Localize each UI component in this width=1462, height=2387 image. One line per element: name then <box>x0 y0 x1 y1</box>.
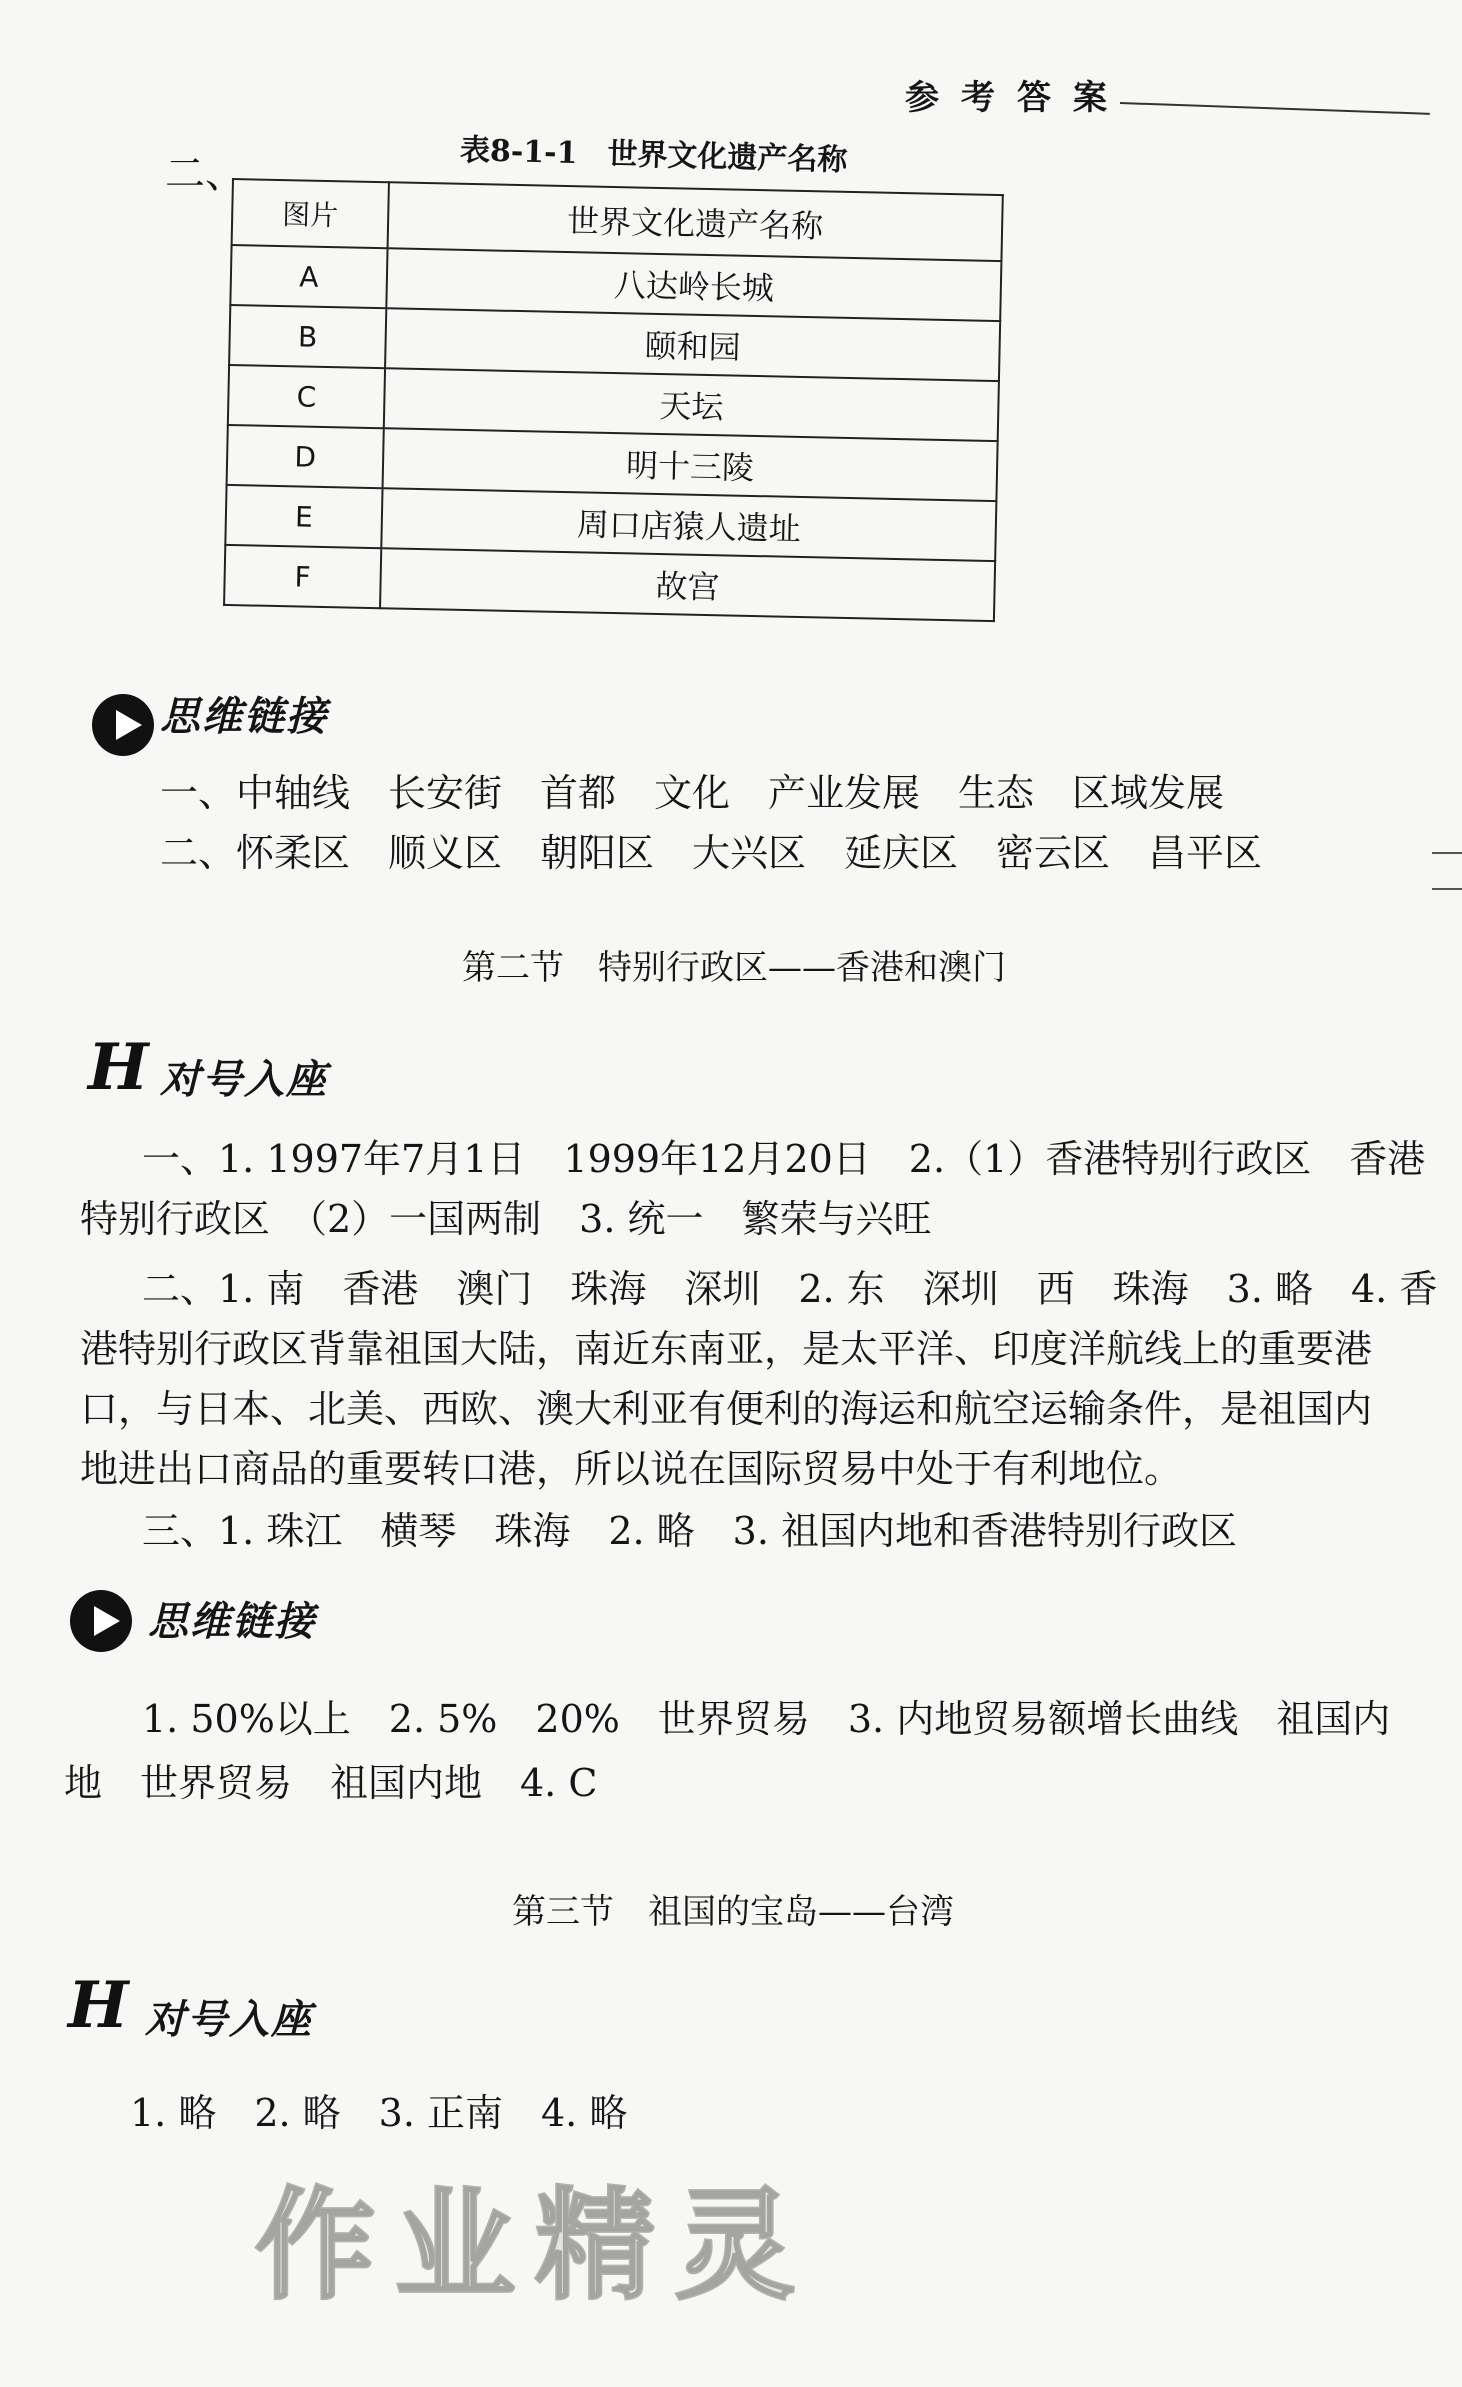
h-icon: H <box>68 1968 129 2043</box>
table-cell: A <box>230 245 387 308</box>
section-heading: 思维链接 <box>148 1598 316 1645</box>
answer-line: 一、1. 1997年7月1日 1999年12月20日 2.（1）香港特别行政区 香港 <box>142 1137 1426 1181</box>
margin-mark <box>1432 888 1462 890</box>
margin-mark <box>1432 852 1462 854</box>
page-header-title: 参考答案 <box>905 78 1129 118</box>
answer-line: 特别行政区 （2）一国两制 3. 统一 繁荣与兴旺 <box>80 1197 932 1241</box>
answer-line: 地 世界贸易 祖国内地 4. C <box>64 1761 598 1805</box>
section-heading: 对号入座 <box>145 1996 313 2043</box>
play-icon <box>92 694 154 756</box>
section-title: 第三节 祖国的宝岛——台湾 <box>512 1892 954 1932</box>
answer-line: 口，与日本、北美、西欧、澳大利亚有便利的海运和航空运输条件，是祖国内 <box>80 1387 1373 1431</box>
table-cell: 明十三陵 <box>383 428 998 501</box>
section-heading: 对号入座 <box>160 1056 328 1103</box>
table-cell: E <box>225 485 382 548</box>
answer-line: 地进出口商品的重要转口港，所以说在国际贸易中处于有利地位。 <box>80 1447 1183 1491</box>
section-heading: 思维链接 <box>160 693 328 740</box>
part-number: 二、 <box>165 151 245 197</box>
table-caption: 表8-1-1 世界文化遗产名称 <box>459 132 848 179</box>
heritage-table <box>223 178 1004 622</box>
table-cell: 故宫 <box>380 548 995 621</box>
table-cell: 颐和园 <box>385 308 1000 381</box>
table-cell: 八达岭长城 <box>386 248 1001 321</box>
table-cell: 天坛 <box>384 368 999 441</box>
answer-line: 二、怀柔区 顺义区 朝阳区 大兴区 延庆区 密云区 昌平区 <box>160 831 1263 875</box>
table-header-cell: 图片 <box>232 179 389 248</box>
table-cell: C <box>228 365 385 428</box>
table-cell: F <box>224 545 381 608</box>
table-header-cell: 世界文化遗产名称 <box>388 182 1003 261</box>
table-cell: 周口店猿人遗址 <box>381 488 996 561</box>
answer-line: 三、1. 珠江 横琴 珠海 2. 略 3. 祖国内地和香港特别行政区 <box>142 1509 1238 1553</box>
watermark-logo: 作业精灵 <box>255 2175 815 2316</box>
answer-line: 1. 略 2. 略 3. 正南 4. 略 <box>130 2091 628 2135</box>
answer-line: 1. 50%以上 2. 5% 20% 世界贸易 3. 内地贸易额增长曲线 祖国内 <box>142 1697 1391 1741</box>
table-cell: D <box>227 425 384 488</box>
table-cell: B <box>229 305 386 368</box>
h-icon: H <box>88 1030 149 1105</box>
answer-line: 二、1. 南 香港 澳门 珠海 深圳 2. 东 深圳 西 珠海 3. 略 4. 香 <box>142 1267 1438 1311</box>
section-title: 第二节 特别行政区——香港和澳门 <box>462 948 1006 988</box>
header-rule <box>1120 102 1430 115</box>
answer-line: 一、中轴线 长安街 首都 文化 产业发展 生态 区域发展 <box>160 771 1225 815</box>
answer-line: 港特别行政区背靠祖国大陆，南近东南亚，是太平洋、印度洋航线上的重要港 <box>80 1327 1373 1371</box>
play-icon <box>70 1590 132 1652</box>
